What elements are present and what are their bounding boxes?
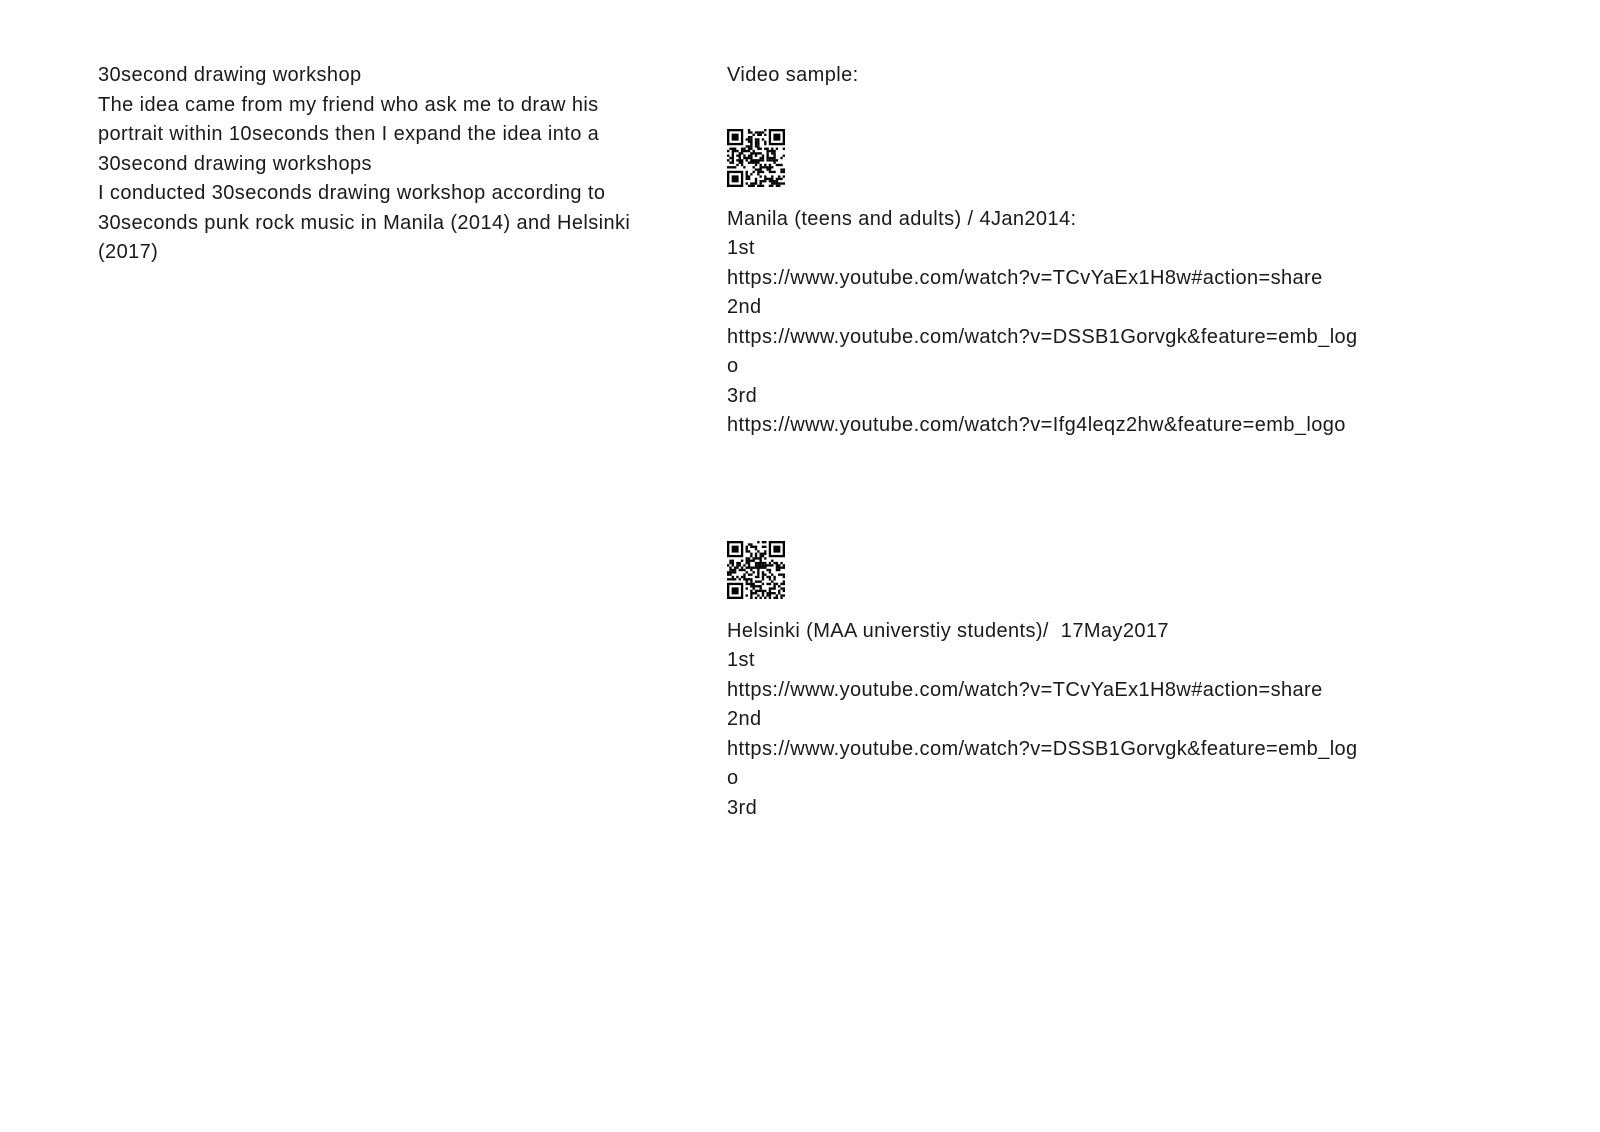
qr-code-icon-manila: [727, 129, 785, 187]
description-line: portrait within 10seconds then I expand the idea into a: [98, 123, 600, 145]
manila-caption: Manila (teens and adults) / 4Jan2014:: [727, 207, 1077, 230]
helsinki-1st-label: 1st: [727, 649, 755, 671]
helsinki-2nd-link[interactable]: https://www.youtube.com/watch?v=DSSB1Gorvgk&feature=emb_log: [727, 737, 1358, 760]
video-sample-heading: Video sample:: [727, 64, 859, 86]
description-line: 30seconds punk rock music in Manila (2014) and Helsinki: [98, 211, 631, 234]
helsinki-1st-link[interactable]: https://www.youtube.com/watch?v=TCvYaEx1H8w#action=share: [727, 678, 1323, 701]
manila-1st-link[interactable]: https://www.youtube.com/watch?v=TCvYaEx1H8w#action=share: [727, 266, 1323, 289]
description-line: I conducted 30seconds drawing workshop according to: [98, 182, 606, 204]
manila-1st-label: 1st: [727, 237, 755, 259]
qr-code-icon-helsinki: [727, 541, 785, 599]
manila-2nd-label: 2nd: [727, 296, 762, 318]
manila-2nd-link[interactable]: https://www.youtube.com/watch?v=DSSB1Gorvgk&feature=emb_log: [727, 325, 1358, 348]
helsinki-3rd-label: 3rd: [727, 796, 758, 819]
video-samples: [727, 61, 1447, 823]
workshop-description: [98, 61, 668, 268]
helsinki-2nd-link-wrap[interactable]: o: [727, 767, 739, 789]
helsinki-caption: Helsinki (MAA universtiy students)/ 17May2017: [727, 619, 1169, 642]
helsinki-2nd-label: 2nd: [727, 708, 762, 730]
description-line: (2017): [98, 241, 159, 263]
workshop-title: 30second drawing workshop: [98, 64, 362, 86]
manila-3rd-label: 3rd: [727, 384, 758, 407]
description-line: 30second drawing workshops: [98, 152, 372, 175]
manila-3rd-link[interactable]: https://www.youtube.com/watch?v=Ifg4leqz2hw&feature=emb_logo: [727, 414, 1346, 436]
description-line: The idea came from my friend who ask me to draw his: [98, 93, 599, 116]
manila-2nd-link-wrap[interactable]: o: [727, 355, 739, 377]
